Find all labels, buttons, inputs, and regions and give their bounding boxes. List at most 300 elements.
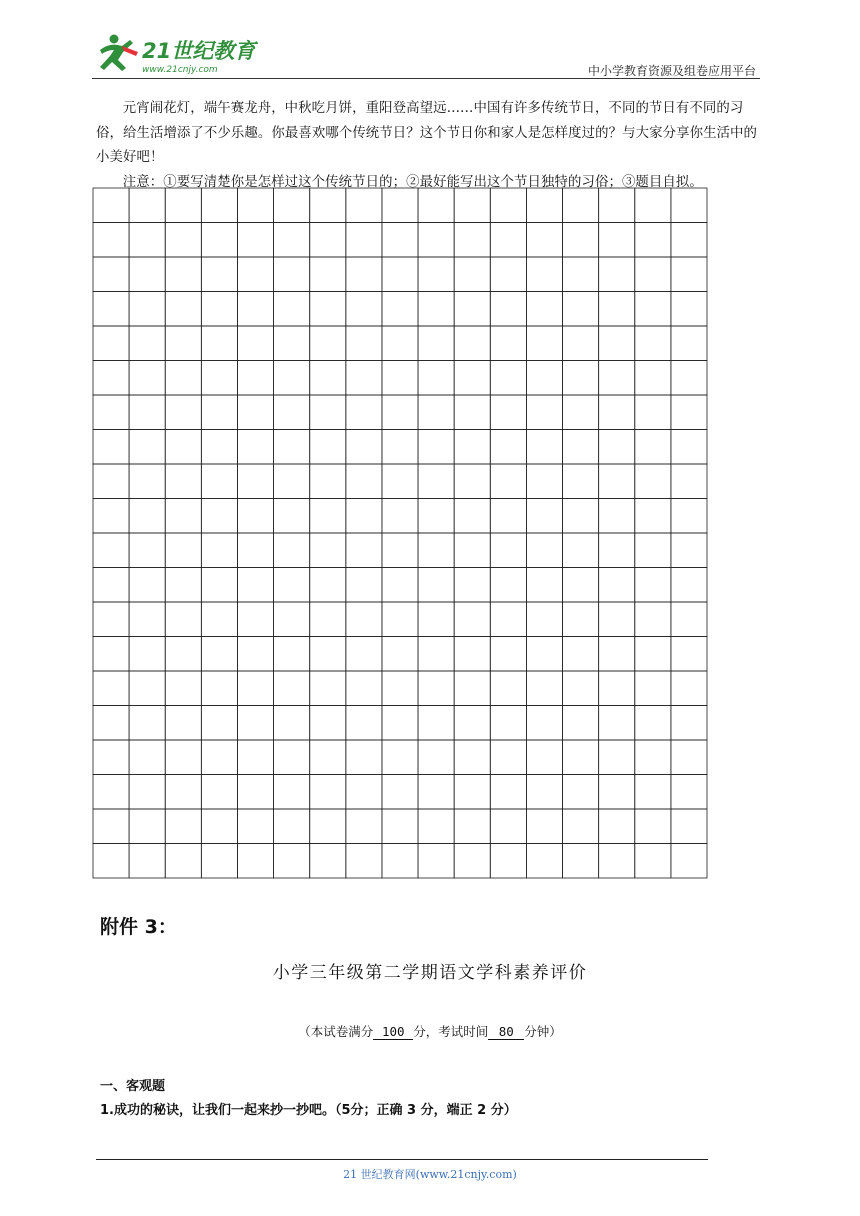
grid-cell xyxy=(165,533,201,568)
grid-cell xyxy=(671,257,707,292)
grid-cell xyxy=(346,568,382,603)
grid-cell xyxy=(599,740,635,775)
grid-cell xyxy=(526,188,562,223)
grid-cell xyxy=(671,568,707,603)
grid-cell xyxy=(237,223,273,258)
grid-cell xyxy=(671,292,707,327)
grid-cell xyxy=(599,602,635,637)
grid-cell xyxy=(93,257,129,292)
grid-cell xyxy=(129,568,165,603)
grid-cell xyxy=(635,740,671,775)
grid-cell xyxy=(346,223,382,258)
grid-cell xyxy=(454,775,490,810)
grid-cell xyxy=(274,533,310,568)
grid-cell xyxy=(274,775,310,810)
grid-cell xyxy=(671,637,707,672)
grid-cell xyxy=(490,740,526,775)
grid-cell xyxy=(490,499,526,534)
grid-cell xyxy=(563,395,599,430)
runner-icon xyxy=(100,35,138,72)
grid-cell xyxy=(635,499,671,534)
grid-cell xyxy=(635,188,671,223)
grid-cell xyxy=(418,637,454,672)
grid-cell xyxy=(490,637,526,672)
grid-cell xyxy=(563,844,599,879)
grid-cell xyxy=(382,361,418,396)
question-1: 1.成功的秘诀，让我们一起来抄一抄吧。（5分；正确 3 分，端正 2 分） xyxy=(100,1103,517,1118)
grid-cell xyxy=(418,361,454,396)
grid-cell xyxy=(201,671,237,706)
grid-cell xyxy=(201,361,237,396)
grid-cell xyxy=(563,706,599,741)
grid-cell xyxy=(526,809,562,844)
grid-cell xyxy=(382,257,418,292)
grid-cell xyxy=(201,809,237,844)
grid-cell xyxy=(346,809,382,844)
grid-cell xyxy=(165,775,201,810)
grid-cell xyxy=(346,740,382,775)
grid-cell xyxy=(671,499,707,534)
grid-cell xyxy=(310,809,346,844)
grid-cell xyxy=(490,292,526,327)
grid-cell xyxy=(201,602,237,637)
grid-cell xyxy=(490,395,526,430)
grid-cell xyxy=(346,326,382,361)
grid-cell xyxy=(526,223,562,258)
exam-info-prefix: （本试卷满分 xyxy=(298,1024,374,1039)
grid-cell xyxy=(237,395,273,430)
grid-cell xyxy=(635,637,671,672)
grid-cell xyxy=(382,809,418,844)
grid-cell xyxy=(201,188,237,223)
grid-cell xyxy=(310,188,346,223)
grid-cell xyxy=(671,223,707,258)
grid-cell xyxy=(490,602,526,637)
grid-cell xyxy=(346,430,382,465)
grid-cell xyxy=(201,533,237,568)
grid-cell xyxy=(310,257,346,292)
grid-cell xyxy=(382,671,418,706)
grid-cell xyxy=(237,292,273,327)
grid-cell xyxy=(129,223,165,258)
grid-cell xyxy=(382,395,418,430)
grid-cell xyxy=(454,430,490,465)
grid-cell xyxy=(599,671,635,706)
grid-cell xyxy=(237,671,273,706)
grid-cell xyxy=(563,602,599,637)
grid-cell xyxy=(418,326,454,361)
grid-cell xyxy=(671,844,707,879)
grid-cell xyxy=(635,430,671,465)
grid-cell xyxy=(490,809,526,844)
grid-cell xyxy=(165,706,201,741)
grid-cell xyxy=(454,223,490,258)
writing-grid xyxy=(92,187,708,879)
grid-cell xyxy=(310,740,346,775)
grid-cell xyxy=(165,602,201,637)
grid-cell xyxy=(165,223,201,258)
grid-cell xyxy=(418,292,454,327)
grid-cell xyxy=(635,568,671,603)
grid-cell xyxy=(129,464,165,499)
grid-cell xyxy=(418,188,454,223)
grid-cell xyxy=(93,844,129,879)
grid-cell xyxy=(490,326,526,361)
grid-cell xyxy=(490,188,526,223)
grid-cell xyxy=(563,740,599,775)
grid-cell xyxy=(382,844,418,879)
grid-cell xyxy=(635,809,671,844)
grid-cell xyxy=(599,533,635,568)
grid-cell xyxy=(382,223,418,258)
grid-cell xyxy=(671,809,707,844)
grid-cell xyxy=(274,257,310,292)
grid-cell xyxy=(129,809,165,844)
grid-cell xyxy=(93,326,129,361)
duration-blank: 80 xyxy=(488,1025,524,1040)
grid-cell xyxy=(418,809,454,844)
grid-cell xyxy=(310,533,346,568)
grid-cell xyxy=(490,844,526,879)
grid-cell xyxy=(563,568,599,603)
section-title: 一、客观题 xyxy=(100,1079,166,1094)
grid-cell xyxy=(201,292,237,327)
grid-cell xyxy=(346,602,382,637)
grid-cell xyxy=(274,361,310,396)
grid-cell xyxy=(526,533,562,568)
grid-cell xyxy=(599,223,635,258)
grid-cell xyxy=(671,671,707,706)
prompt-notes: 注意：①要写清楚你是怎样过这个传统节日的；②最好能写出这个节日独特的习俗；③题目自拟。 xyxy=(122,174,703,190)
grid-cell xyxy=(418,395,454,430)
grid-cell xyxy=(382,602,418,637)
grid-cell xyxy=(490,671,526,706)
grid-cell xyxy=(599,499,635,534)
grid-cell xyxy=(382,706,418,741)
grid-cell xyxy=(346,361,382,396)
grid-cell xyxy=(201,326,237,361)
grid-cell xyxy=(310,706,346,741)
grid-cell xyxy=(599,464,635,499)
grid-cell xyxy=(454,568,490,603)
grid-cell xyxy=(526,395,562,430)
grid-cell xyxy=(129,361,165,396)
grid-cell xyxy=(418,775,454,810)
grid-cell xyxy=(310,671,346,706)
grid-cell xyxy=(201,464,237,499)
grid-cell xyxy=(165,568,201,603)
grid-cell xyxy=(454,292,490,327)
grid-cell xyxy=(671,326,707,361)
grid-cell xyxy=(526,430,562,465)
grid-cell xyxy=(454,361,490,396)
page-header xyxy=(92,30,760,78)
grid-cell xyxy=(165,844,201,879)
grid-cell xyxy=(310,361,346,396)
grid-cell xyxy=(201,637,237,672)
grid-cell xyxy=(418,844,454,879)
header-rule xyxy=(92,78,760,79)
grid-cell xyxy=(526,499,562,534)
grid-cell xyxy=(201,844,237,879)
grid-cell xyxy=(201,775,237,810)
grid-cell xyxy=(274,395,310,430)
grid-cell xyxy=(635,464,671,499)
grid-cell xyxy=(310,464,346,499)
grid-cell xyxy=(346,464,382,499)
grid-cell xyxy=(93,671,129,706)
grid-cell xyxy=(274,568,310,603)
grid-cell xyxy=(165,637,201,672)
grid-cell xyxy=(526,292,562,327)
grid-cell xyxy=(237,533,273,568)
grid-cell xyxy=(129,775,165,810)
grid-cell xyxy=(274,292,310,327)
grid-cell xyxy=(526,671,562,706)
grid-cell xyxy=(201,223,237,258)
grid-cell xyxy=(237,326,273,361)
grid-cell xyxy=(454,257,490,292)
grid-cell xyxy=(165,464,201,499)
grid-cell xyxy=(237,568,273,603)
grid-cell xyxy=(635,671,671,706)
grid-cell xyxy=(490,533,526,568)
grid-cell xyxy=(237,430,273,465)
grid-cell xyxy=(563,464,599,499)
logo-21cnjy xyxy=(92,30,262,76)
grid-cell xyxy=(599,809,635,844)
grid-cell xyxy=(635,223,671,258)
grid-cell xyxy=(93,602,129,637)
grid-cell xyxy=(563,257,599,292)
grid-cell xyxy=(274,844,310,879)
grid-cell xyxy=(93,188,129,223)
grid-cell xyxy=(382,292,418,327)
grid-cell xyxy=(274,326,310,361)
grid-cell xyxy=(490,223,526,258)
grid-cell xyxy=(563,326,599,361)
grid-cell xyxy=(526,844,562,879)
grid-cell xyxy=(454,533,490,568)
grid-cell xyxy=(490,257,526,292)
grid-cell xyxy=(635,326,671,361)
grid-cell xyxy=(201,706,237,741)
grid-cell xyxy=(490,464,526,499)
grid-cell xyxy=(129,533,165,568)
grid-cell xyxy=(346,188,382,223)
grid-cell xyxy=(201,568,237,603)
grid-cell xyxy=(93,637,129,672)
grid-cell xyxy=(635,775,671,810)
grid-cell xyxy=(310,326,346,361)
grid-cell xyxy=(418,499,454,534)
grid-cell xyxy=(599,775,635,810)
grid-cell xyxy=(635,395,671,430)
grid-cell xyxy=(93,740,129,775)
grid-cell xyxy=(165,188,201,223)
grid-cell xyxy=(563,533,599,568)
grid-cell xyxy=(526,257,562,292)
footer-source: 21 世纪教育网(www.21cnjy.com) xyxy=(343,1168,517,1181)
grid-cell xyxy=(274,602,310,637)
grid-cell xyxy=(310,499,346,534)
grid-cell xyxy=(382,188,418,223)
grid-cell xyxy=(635,602,671,637)
grid-cell xyxy=(201,430,237,465)
grid-cell xyxy=(490,706,526,741)
grid-cell xyxy=(418,568,454,603)
grid-cell xyxy=(237,637,273,672)
grid-cell xyxy=(671,430,707,465)
grid-cell xyxy=(165,292,201,327)
grid-cell xyxy=(599,257,635,292)
grid-cell xyxy=(93,499,129,534)
grid-cell xyxy=(129,671,165,706)
grid-cell xyxy=(310,844,346,879)
grid-cell xyxy=(418,430,454,465)
grid-cell xyxy=(454,499,490,534)
grid-cell xyxy=(526,326,562,361)
grid-cell xyxy=(671,775,707,810)
grid-cell xyxy=(526,706,562,741)
grid-cell xyxy=(563,188,599,223)
grid-cell xyxy=(599,844,635,879)
grid-cell xyxy=(599,326,635,361)
grid-cell xyxy=(201,395,237,430)
grid-cell xyxy=(237,844,273,879)
grid-cell xyxy=(165,809,201,844)
grid-cell xyxy=(418,740,454,775)
appendix-label: 附件 3： xyxy=(100,916,177,938)
grid-cell xyxy=(165,326,201,361)
grid-cell xyxy=(563,223,599,258)
grid-cell xyxy=(129,706,165,741)
exam-info-middle: 分，考试时间 xyxy=(413,1024,489,1039)
grid-cell xyxy=(165,430,201,465)
grid-cell xyxy=(237,809,273,844)
grid-cell xyxy=(274,464,310,499)
grid-cell xyxy=(93,395,129,430)
grid-cell xyxy=(93,533,129,568)
grid-cell xyxy=(346,706,382,741)
grid-cell xyxy=(526,637,562,672)
grid-cell xyxy=(563,292,599,327)
grid-cell xyxy=(237,602,273,637)
grid-cell xyxy=(165,499,201,534)
grid-cell xyxy=(129,188,165,223)
grid-cell xyxy=(599,430,635,465)
grid-cell xyxy=(346,637,382,672)
grid-cell xyxy=(671,533,707,568)
grid-cell xyxy=(382,326,418,361)
grid-cell xyxy=(201,740,237,775)
grid-cell xyxy=(382,568,418,603)
footer-rule xyxy=(96,1159,708,1160)
grid-cell xyxy=(129,292,165,327)
grid-cell xyxy=(310,775,346,810)
grid-cell xyxy=(93,361,129,396)
grid-cell xyxy=(418,671,454,706)
grid-cell xyxy=(418,602,454,637)
grid-cell xyxy=(346,671,382,706)
grid-cell xyxy=(274,740,310,775)
grid-cell xyxy=(418,257,454,292)
grid-cell xyxy=(274,671,310,706)
grid-cell xyxy=(671,395,707,430)
grid-cell xyxy=(454,809,490,844)
grid-cell xyxy=(635,533,671,568)
grid-cell xyxy=(382,740,418,775)
grid-cell xyxy=(563,671,599,706)
grid-cell xyxy=(454,637,490,672)
exam-info-suffix: 分钟） xyxy=(524,1024,562,1039)
grid-cell xyxy=(382,499,418,534)
writing-grid-lines xyxy=(92,187,708,879)
grid-cell xyxy=(671,464,707,499)
grid-cell xyxy=(237,188,273,223)
grid-cell xyxy=(237,257,273,292)
grid-cell xyxy=(274,499,310,534)
grid-cell xyxy=(635,361,671,396)
grid-cell xyxy=(237,706,273,741)
full-score-blank: 100 xyxy=(373,1025,413,1040)
grid-cell xyxy=(165,740,201,775)
grid-cell xyxy=(129,602,165,637)
grid-cell xyxy=(418,223,454,258)
grid-cell xyxy=(201,499,237,534)
grid-cell xyxy=(454,602,490,637)
grid-cell xyxy=(237,499,273,534)
exam-title: 小学三年级第二学期语文学科素养评价 xyxy=(272,963,588,983)
grid-cell xyxy=(635,257,671,292)
exam-info xyxy=(0,1022,860,1040)
logo-url: www.21cnjy.com xyxy=(142,65,218,75)
grid-cell xyxy=(93,292,129,327)
grid-cell xyxy=(563,499,599,534)
grid-cell xyxy=(563,361,599,396)
grid-cell xyxy=(237,361,273,396)
grid-cell xyxy=(346,257,382,292)
grid-cell xyxy=(237,740,273,775)
grid-cell xyxy=(599,637,635,672)
grid-cell xyxy=(671,188,707,223)
grid-cell xyxy=(526,740,562,775)
grid-cell xyxy=(93,568,129,603)
grid-cell xyxy=(346,775,382,810)
grid-cell xyxy=(563,775,599,810)
grid-cell xyxy=(93,775,129,810)
grid-cell xyxy=(165,257,201,292)
grid-cell xyxy=(274,809,310,844)
grid-cell xyxy=(454,740,490,775)
grid-cell xyxy=(599,706,635,741)
grid-cell xyxy=(382,533,418,568)
grid-cell xyxy=(526,602,562,637)
grid-cell xyxy=(129,326,165,361)
grid-cell xyxy=(671,602,707,637)
grid-cell xyxy=(274,637,310,672)
grid-cell xyxy=(671,740,707,775)
grid-cell xyxy=(310,602,346,637)
grid-cell xyxy=(382,775,418,810)
grid-cell xyxy=(418,533,454,568)
grid-cell xyxy=(599,361,635,396)
grid-cell xyxy=(454,395,490,430)
grid-cell xyxy=(129,637,165,672)
grid-cell xyxy=(563,430,599,465)
grid-cell xyxy=(346,395,382,430)
grid-cell xyxy=(274,188,310,223)
